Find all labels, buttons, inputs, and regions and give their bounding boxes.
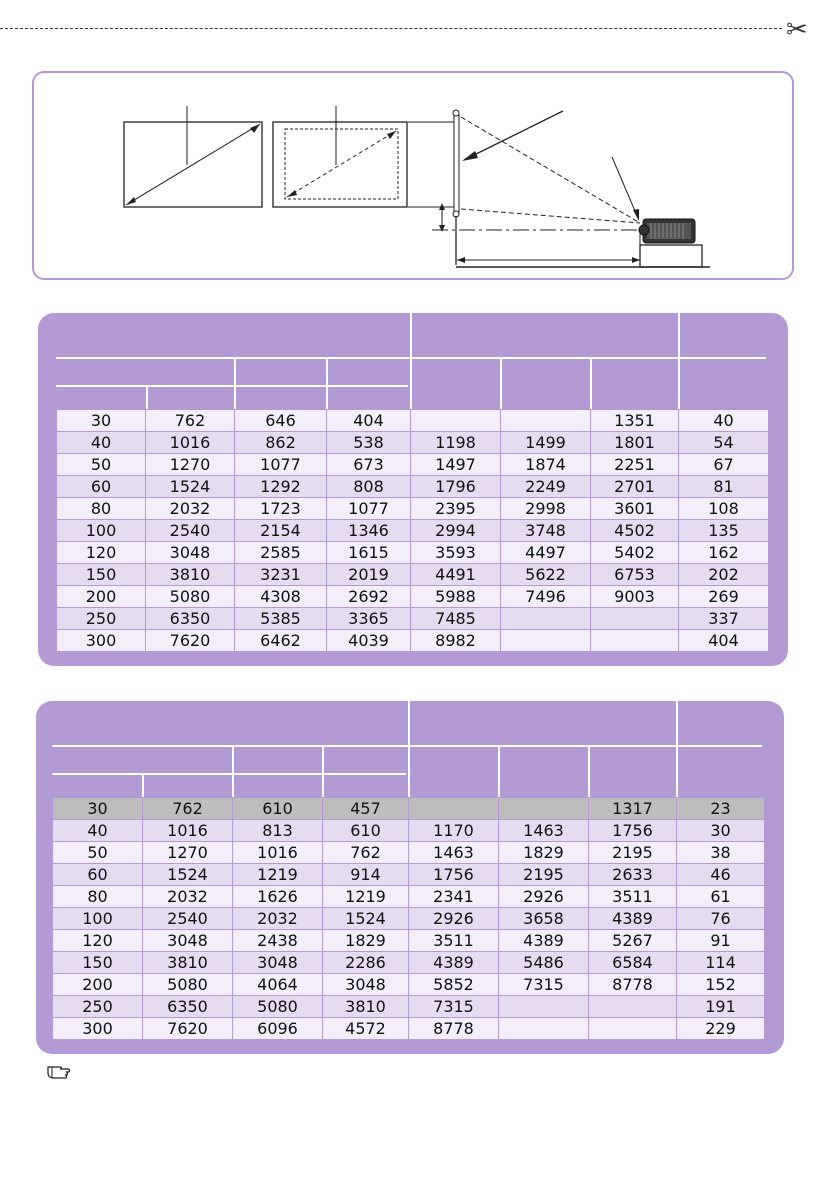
table-cell: 1346 bbox=[327, 520, 411, 542]
table-cell: 250 bbox=[53, 996, 143, 1018]
table-cell: 1016 bbox=[146, 432, 235, 454]
data-table-2 bbox=[52, 797, 765, 1040]
table-cell: 1626 bbox=[233, 886, 323, 908]
table-row bbox=[57, 432, 769, 454]
table-cell: 3048 bbox=[233, 952, 323, 974]
table-cell: 120 bbox=[57, 542, 146, 564]
table-cell: 1723 bbox=[235, 498, 327, 520]
table-cell: 1351 bbox=[591, 410, 679, 432]
table-cell: 7620 bbox=[143, 1018, 233, 1040]
table-cell: 7315 bbox=[409, 996, 499, 1018]
table-cell: 3048 bbox=[143, 930, 233, 952]
table-cell: 1270 bbox=[143, 842, 233, 864]
table-cell bbox=[501, 630, 591, 652]
table-cell: 38 bbox=[677, 842, 765, 864]
table-cell: 269 bbox=[679, 586, 769, 608]
table-cell: 3810 bbox=[143, 952, 233, 974]
table-cell: 1463 bbox=[499, 820, 589, 842]
table-cell bbox=[501, 608, 591, 630]
table-cell bbox=[591, 630, 679, 652]
table-cell: 2926 bbox=[499, 886, 589, 908]
table-cell bbox=[501, 410, 591, 432]
table-cell: 2154 bbox=[235, 520, 327, 542]
table-cell: 3231 bbox=[235, 564, 327, 586]
throw-table-2 bbox=[36, 701, 784, 1054]
table-cell: 8982 bbox=[411, 630, 501, 652]
table-cell: 6350 bbox=[146, 608, 235, 630]
table-cell: 1219 bbox=[233, 864, 323, 886]
table-cell: 2395 bbox=[411, 498, 501, 520]
table-cell: 8778 bbox=[409, 1018, 499, 1040]
table-row bbox=[53, 1018, 765, 1040]
table-cell bbox=[589, 1018, 677, 1040]
table-cell: 2585 bbox=[235, 542, 327, 564]
table-cell: 3601 bbox=[591, 498, 679, 520]
table-cell: 2251 bbox=[591, 454, 679, 476]
table-cell: 7620 bbox=[146, 630, 235, 652]
table-cell: 808 bbox=[327, 476, 411, 498]
table-row bbox=[57, 542, 769, 564]
table-cell bbox=[411, 410, 501, 432]
throw-table-1 bbox=[38, 313, 788, 666]
table-cell: 1497 bbox=[411, 454, 501, 476]
table-cell: 1615 bbox=[327, 542, 411, 564]
table-cell: 1756 bbox=[589, 820, 677, 842]
table-cell: 5080 bbox=[233, 996, 323, 1018]
table-cell: 1016 bbox=[233, 842, 323, 864]
table-cell: 23 bbox=[677, 798, 765, 820]
table-cell: 2540 bbox=[143, 908, 233, 930]
table-cell: 150 bbox=[53, 952, 143, 974]
table-cell: 5267 bbox=[589, 930, 677, 952]
table-row bbox=[57, 454, 769, 476]
table-cell: 40 bbox=[57, 432, 146, 454]
table-cell: 1219 bbox=[323, 886, 409, 908]
table-cell: 3048 bbox=[323, 974, 409, 996]
table-cell: 6350 bbox=[143, 996, 233, 1018]
table-cell: 4491 bbox=[411, 564, 501, 586]
table-cell: 762 bbox=[323, 842, 409, 864]
table-cell: 3048 bbox=[146, 542, 235, 564]
table-cell: 1829 bbox=[499, 842, 589, 864]
table-cell: 2032 bbox=[143, 886, 233, 908]
table-cell: 1463 bbox=[409, 842, 499, 864]
table-cell: 50 bbox=[57, 454, 146, 476]
table-cell bbox=[409, 798, 499, 820]
table-cell: 2286 bbox=[323, 952, 409, 974]
table-cell: 2701 bbox=[591, 476, 679, 498]
table-cell: 114 bbox=[677, 952, 765, 974]
table-cell: 2926 bbox=[409, 908, 499, 930]
table-cell: 4064 bbox=[233, 974, 323, 996]
table-cell: 3810 bbox=[146, 564, 235, 586]
table-cell: 40 bbox=[679, 410, 769, 432]
table-cell: 50 bbox=[53, 842, 143, 864]
table-cell: 3365 bbox=[327, 608, 411, 630]
table-cell: 5080 bbox=[143, 974, 233, 996]
table-cell: 914 bbox=[323, 864, 409, 886]
table-cell bbox=[499, 798, 589, 820]
table-cell: 1270 bbox=[146, 454, 235, 476]
table-cell: 4497 bbox=[501, 542, 591, 564]
table-row bbox=[57, 608, 769, 630]
table-row bbox=[53, 842, 765, 864]
table-cell: 2032 bbox=[146, 498, 235, 520]
table-cell: 46 bbox=[677, 864, 765, 886]
table-cell: 4389 bbox=[409, 952, 499, 974]
table-cell bbox=[591, 608, 679, 630]
table-cell: 108 bbox=[679, 498, 769, 520]
table-cell: 3658 bbox=[499, 908, 589, 930]
table-cell: 30 bbox=[53, 798, 143, 820]
table-cell: 3511 bbox=[409, 930, 499, 952]
projector-table bbox=[640, 245, 702, 267]
table-cell: 2540 bbox=[146, 520, 235, 542]
table-cell: 67 bbox=[679, 454, 769, 476]
table-cell: 2341 bbox=[409, 886, 499, 908]
table-cell: 538 bbox=[327, 432, 411, 454]
table-cell: 4308 bbox=[235, 586, 327, 608]
table-cell: 135 bbox=[679, 520, 769, 542]
table-cell: 300 bbox=[53, 1018, 143, 1040]
table-cell: 457 bbox=[323, 798, 409, 820]
table-cell: 54 bbox=[679, 432, 769, 454]
table-cell: 5486 bbox=[499, 952, 589, 974]
table-cell: 2438 bbox=[233, 930, 323, 952]
table-row bbox=[57, 498, 769, 520]
projector-icon bbox=[639, 219, 695, 243]
table-cell bbox=[589, 996, 677, 1018]
table-cell: 61 bbox=[677, 886, 765, 908]
table-cell: 202 bbox=[679, 564, 769, 586]
table-cell: 4572 bbox=[323, 1018, 409, 1040]
table-cell: 404 bbox=[327, 410, 411, 432]
table-cell: 250 bbox=[57, 608, 146, 630]
table-row bbox=[57, 564, 769, 586]
table-cell: 1524 bbox=[146, 476, 235, 498]
projection-diagram bbox=[32, 71, 794, 280]
table-cell: 7485 bbox=[411, 608, 501, 630]
table-cell: 5385 bbox=[235, 608, 327, 630]
cut-line bbox=[0, 28, 782, 29]
table-cell: 1292 bbox=[235, 476, 327, 498]
table-cell: 2195 bbox=[499, 864, 589, 886]
screen-16-9-diagonal bbox=[287, 131, 396, 197]
table-cell: 80 bbox=[53, 886, 143, 908]
table-cell: 862 bbox=[235, 432, 327, 454]
table-cell: 1499 bbox=[501, 432, 591, 454]
table-row bbox=[53, 886, 765, 908]
table-row bbox=[57, 476, 769, 498]
table-cell: 6584 bbox=[589, 952, 677, 974]
table-cell: 404 bbox=[679, 630, 769, 652]
table-cell: 1524 bbox=[323, 908, 409, 930]
table-cell: 7315 bbox=[499, 974, 589, 996]
table-cell: 2692 bbox=[327, 586, 411, 608]
table-cell: 120 bbox=[53, 930, 143, 952]
table-cell: 610 bbox=[233, 798, 323, 820]
table-cell: 80 bbox=[57, 498, 146, 520]
table-cell: 1756 bbox=[409, 864, 499, 886]
table-cell: 8778 bbox=[589, 974, 677, 996]
table-row bbox=[57, 520, 769, 542]
table-row bbox=[57, 630, 769, 652]
table-cell: 1874 bbox=[501, 454, 591, 476]
table-cell: 3748 bbox=[501, 520, 591, 542]
table-cell: 60 bbox=[53, 864, 143, 886]
table-cell bbox=[499, 1018, 589, 1040]
table-cell: 5622 bbox=[501, 564, 591, 586]
table-cell: 1796 bbox=[411, 476, 501, 498]
table-cell: 762 bbox=[146, 410, 235, 432]
table-cell: 40 bbox=[53, 820, 143, 842]
table-row bbox=[53, 974, 765, 996]
scissors-icon: ✂ bbox=[786, 15, 808, 45]
table-cell: 200 bbox=[57, 586, 146, 608]
table-cell: 7496 bbox=[501, 586, 591, 608]
table-cell: 1170 bbox=[409, 820, 499, 842]
table-row bbox=[53, 996, 765, 1018]
table-cell: 30 bbox=[677, 820, 765, 842]
table-row bbox=[53, 864, 765, 886]
table-cell: 6462 bbox=[235, 630, 327, 652]
table-cell: 2249 bbox=[501, 476, 591, 498]
table-cell: 3511 bbox=[589, 886, 677, 908]
table-row bbox=[57, 410, 769, 432]
pointing-hand-icon bbox=[46, 1061, 72, 1081]
table-row bbox=[53, 930, 765, 952]
table-cell: 2032 bbox=[233, 908, 323, 930]
table-cell: 1829 bbox=[323, 930, 409, 952]
table-cell: 81 bbox=[679, 476, 769, 498]
table-cell: 673 bbox=[327, 454, 411, 476]
table-cell: 100 bbox=[53, 908, 143, 930]
table-cell: 6096 bbox=[233, 1018, 323, 1040]
table-cell: 30 bbox=[57, 410, 146, 432]
table-cell: 2633 bbox=[589, 864, 677, 886]
table-cell: 4389 bbox=[499, 930, 589, 952]
table-cell: 2998 bbox=[501, 498, 591, 520]
table-cell: 300 bbox=[57, 630, 146, 652]
table-row bbox=[53, 952, 765, 974]
table-cell: 91 bbox=[677, 930, 765, 952]
table-cell: 5080 bbox=[146, 586, 235, 608]
table-cell: 3810 bbox=[323, 996, 409, 1018]
table-cell: 1801 bbox=[591, 432, 679, 454]
table-cell: 60 bbox=[57, 476, 146, 498]
table-cell: 646 bbox=[235, 410, 327, 432]
table-cell: 1198 bbox=[411, 432, 501, 454]
table-cell: 5852 bbox=[409, 974, 499, 996]
table-row bbox=[53, 820, 765, 842]
table-cell: 5988 bbox=[411, 586, 501, 608]
projection-diagram-svg bbox=[34, 73, 792, 278]
data-table-1 bbox=[56, 409, 769, 652]
table-cell: 1016 bbox=[143, 820, 233, 842]
table-cell: 5402 bbox=[591, 542, 679, 564]
table-cell: 4039 bbox=[327, 630, 411, 652]
table-cell: 150 bbox=[57, 564, 146, 586]
table-cell: 1077 bbox=[327, 498, 411, 520]
table-cell: 100 bbox=[57, 520, 146, 542]
table-cell: 200 bbox=[53, 974, 143, 996]
table-cell: 162 bbox=[679, 542, 769, 564]
table-cell: 2195 bbox=[589, 842, 677, 864]
table-cell: 762 bbox=[143, 798, 233, 820]
table-cell: 2994 bbox=[411, 520, 501, 542]
table-cell: 76 bbox=[677, 908, 765, 930]
screen-side-view bbox=[454, 115, 459, 213]
table-cell: 813 bbox=[233, 820, 323, 842]
table-cell: 2019 bbox=[327, 564, 411, 586]
table-cell: 4389 bbox=[589, 908, 677, 930]
table-cell: 191 bbox=[677, 996, 765, 1018]
table-cell: 152 bbox=[677, 974, 765, 996]
table-cell: 6753 bbox=[591, 564, 679, 586]
screen-4-3-diagonal bbox=[126, 124, 260, 205]
table-cell: 1317 bbox=[589, 798, 677, 820]
table-row bbox=[53, 798, 765, 820]
table-row bbox=[57, 586, 769, 608]
table-cell: 610 bbox=[323, 820, 409, 842]
table-cell: 9003 bbox=[591, 586, 679, 608]
table-cell: 337 bbox=[679, 608, 769, 630]
table-cell: 1524 bbox=[143, 864, 233, 886]
table-cell: 3593 bbox=[411, 542, 501, 564]
table-cell: 4502 bbox=[591, 520, 679, 542]
table-row bbox=[53, 908, 765, 930]
screen-pointer bbox=[464, 111, 563, 160]
table-cell: 1077 bbox=[235, 454, 327, 476]
table-cell bbox=[499, 996, 589, 1018]
table-cell: 229 bbox=[677, 1018, 765, 1040]
